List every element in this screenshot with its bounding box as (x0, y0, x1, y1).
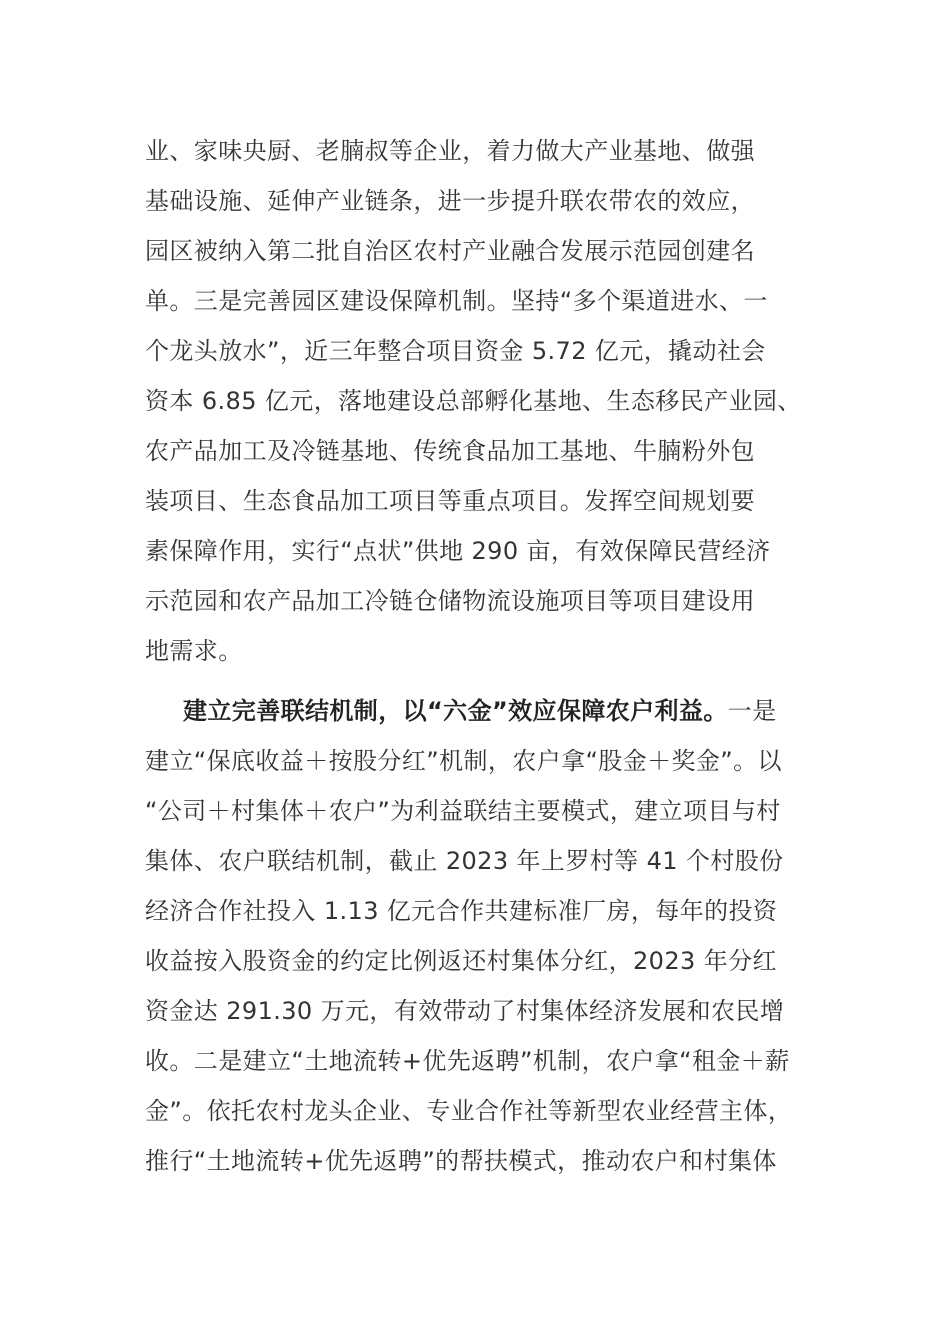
text-line: 基础设施、延伸产业链条，进一步提升联农带农的效应， (145, 187, 755, 215)
text-run: 一是 (727, 697, 777, 725)
text-line: “公司＋村集体＋农户”为利益联结主要模式，建立项目与村 (145, 797, 781, 825)
text-line: 集体、农户联结机制，截止 2023 年上罗村等 41 个村股份 (145, 847, 784, 875)
text-line: 园区被纳入第二批自治区农村产业融合发展示范园创建名 (145, 237, 755, 265)
text-line: 金”。依托农村龙头企业、专业合作社等新型农业经营主体， (145, 1097, 793, 1125)
text-line: 推行“土地流转+优先返聘”的帮扶模式，推动农户和村集体 (145, 1147, 777, 1175)
text-line: 装项目、生态食品加工项目等重点项目。发挥空间规划要 (145, 487, 755, 515)
text-line: 农产品加工及冷链基地、传统食品加工基地、牛腩粉外包 (145, 437, 755, 465)
text-line: 经济合作社投入 1.13 亿元合作共建标准厂房，每年的投资 (145, 897, 778, 925)
text-line: 建立“保底收益＋按股分红”机制，农户拿“股金＋奖金”。以 (145, 747, 782, 775)
text-line: 示范园和农产品加工冷链仓储物流设施项目等项目建设用 (145, 587, 755, 615)
text-line-first (145, 686, 845, 736)
text-line: 业、家味央厨、老腩叔等企业，着力做大产业基地、做强 (145, 137, 755, 165)
text-line: 个龙头放水”，近三年整合项目资金 5.72 亿元，撬动社会 (145, 337, 766, 365)
paragraph-gap (145, 676, 845, 686)
text-line: 单。三是完善园区建设保障机制。坚持“多个渠道进水、一 (145, 287, 768, 315)
text-line: 地需求。 (145, 637, 243, 665)
text-line: 资本 6.85 亿元，落地建设总部孵化基地、生态移民产业园、 (145, 387, 802, 415)
document-body (145, 126, 845, 1186)
text-line: 收益按入股资金的约定比例返还村集体分红，2023 年分红 (145, 947, 777, 975)
text-line: 素保障作用，实行“点状”供地 290 亩，有效保障民营经济 (145, 537, 771, 565)
paragraph-2 (145, 686, 845, 1186)
paragraph-1 (145, 126, 845, 676)
text-line: 收。二是建立“土地流转+优先返聘”机制，农户拿“租金＋薪 (145, 1047, 790, 1075)
paragraph-heading: 建立完善联结机制，以“六金”效应保障农户利益。 (183, 697, 728, 725)
text-line: 资金达 291.30 万元，有效带动了村集体经济发展和农民增 (145, 997, 785, 1025)
